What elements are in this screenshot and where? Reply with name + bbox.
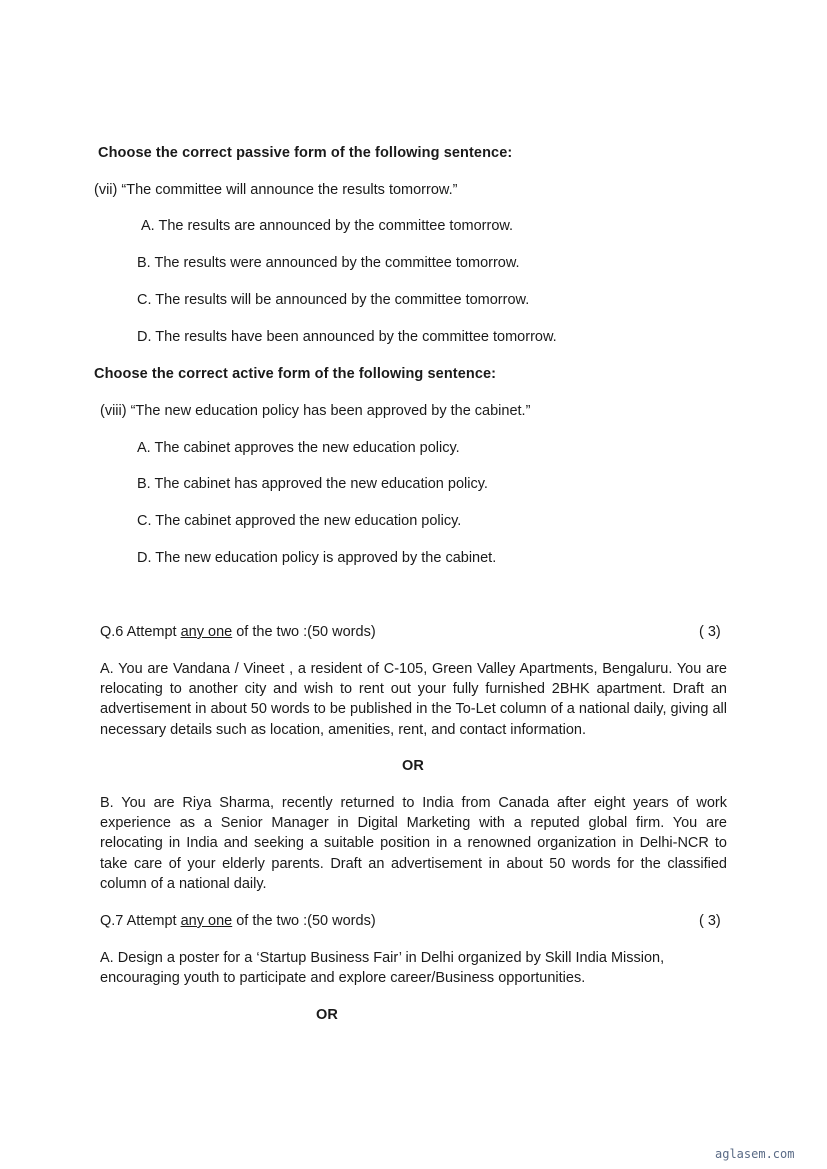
- q6-emphasis: any one: [180, 624, 233, 640]
- q7-instruction: [100, 913, 376, 929]
- q6-or: OR: [402, 758, 424, 774]
- question-viii: (viii) “The new education policy has been approved by the cabinet.”: [100, 403, 531, 419]
- option-vii-a: A. The results are announced by the committee tomorrow.: [141, 218, 514, 234]
- option-viii-c: C. The cabinet approved the new education policy.: [137, 513, 462, 529]
- q6-prefix: Q.6 Attempt: [100, 624, 181, 640]
- watermark: aglasem.com: [715, 1147, 795, 1161]
- q7-prefix: Q.7 Attempt: [100, 913, 181, 929]
- q7-suffix: of the two :(50 words): [232, 913, 376, 929]
- q7-option-a-line1: A. Design a poster for a ‘Startup Business Fair’ in Delhi organized by Skill India Mission,: [100, 950, 665, 966]
- q7-option-a-line2: encouraging youth to participate and explore career/Business opportunities.: [100, 970, 586, 986]
- option-vii-c: C. The results will be announced by the committee tomorrow.: [137, 292, 530, 308]
- q6-option-b: B. You are Riya Sharma, recently returned to India from Canada after eight years of work experience as a Senior Manager in Digital Marketing with a reputed global firm. You are relocating in India and seeking a suitable position in a renowned organization in Delhi-NCR to take care of your elderly parents. Draft an advertisement in about 50 words for the classified column of a national daily.: [100, 795, 727, 892]
- q7-emphasis: any one: [180, 913, 233, 929]
- q6-suffix: of the two :(50 words): [232, 624, 376, 640]
- q6-instruction: [100, 624, 376, 640]
- question-vii: (vii) “The committee will announce the results tomorrow.”: [94, 182, 458, 198]
- option-viii-d: D. The new education policy is approved by the cabinet.: [137, 550, 497, 566]
- section2-heading: Choose the correct active form of the following sentence:: [94, 366, 497, 382]
- option-viii-a: A. The cabinet approves the new education policy.: [137, 440, 460, 456]
- q7-or: OR: [316, 1007, 338, 1023]
- q6-marks: ( 3): [699, 624, 721, 640]
- section1-heading: Choose the correct passive form of the following sentence:: [98, 145, 513, 161]
- option-vii-b: B. The results were announced by the committee tomorrow.: [137, 255, 520, 271]
- q7-marks: ( 3): [699, 913, 721, 929]
- option-vii-d: D. The results have been announced by the committee tomorrow.: [137, 329, 557, 345]
- option-viii-b: B. The cabinet has approved the new education policy.: [137, 476, 488, 492]
- q6-option-a: A. You are Vandana / Vineet , a resident of C-105, Green Valley Apartments, Bengaluru. You are relocating to another city and wish to rent out your fully furnished 2BHK apartment. Draft an advertisement in about 50 words to be published in the To-Let column of a national daily, giving all necessary details such as location, amenities, rent, and contact information.: [100, 661, 727, 738]
